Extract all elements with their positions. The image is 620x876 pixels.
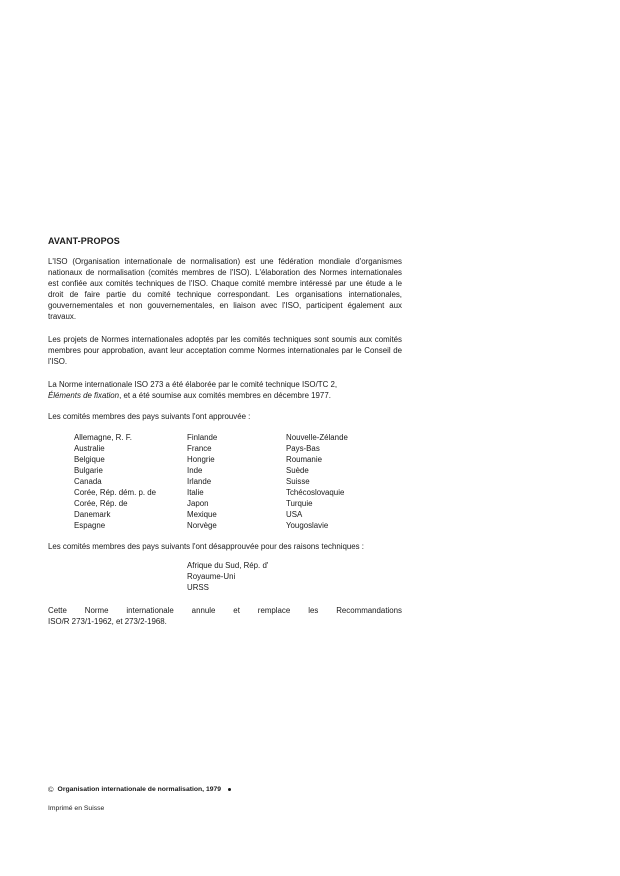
disapprove-intro: Les comités membres des pays suivants l'ont désapprouvée pour des raisons techniques : xyxy=(48,542,364,551)
approving-countries-list xyxy=(74,432,402,531)
country-name: France xyxy=(187,444,212,453)
country-name: Irlande xyxy=(187,477,212,486)
approving-column-2 xyxy=(187,432,286,531)
country-name: Suède xyxy=(286,466,309,475)
country-name: Afrique du Sud, Rép. d' xyxy=(187,561,269,570)
disapproving-countries-list xyxy=(187,560,402,593)
document-body xyxy=(48,236,402,627)
country-name: Pays-Bas xyxy=(286,444,320,453)
origin-committee-title: Éléments de fixation xyxy=(48,391,120,400)
country-name: Australie xyxy=(74,444,105,453)
country-name: Suisse xyxy=(286,477,310,486)
country-name: Espagne xyxy=(74,521,106,530)
country-name: Turquie xyxy=(286,499,313,508)
approve-intro: Les comités membres des pays suivants l'ont approuvée : xyxy=(48,412,251,421)
country-name: USA xyxy=(286,510,303,519)
replacement-line-1: Cette Norme internationale annule et remplace les Recommandations xyxy=(48,606,402,615)
copyright-symbol: © xyxy=(48,785,54,794)
country-name: Danemark xyxy=(74,510,111,519)
country-name: Corée, Rép. de xyxy=(74,499,128,508)
origin-text-start: La Norme internationale ISO 273 a été élaborée par le comité technique ISO/TC 2, xyxy=(48,380,338,389)
country-name: Hongrie xyxy=(187,455,215,464)
paragraph-replacement-note xyxy=(48,605,402,627)
paragraph-iso-intro: L'ISO (Organisation internationale de normalisation) est une fédération mondiale d'organismes nationaux de normalisation (comités membres de l'ISO). L'élaboration des Normes internationales est confiée aux comités techniques de l'ISO. Chaque comité membre intéressé par une étude a le droit de faire partie du comité technique correspondant. Les organisations internationales, gouvernementales et non gouvernementales, en liaison avec l'ISO, participent également aux travaux. xyxy=(48,257,402,321)
country-name: Nouvelle-Zélande xyxy=(286,433,348,442)
bullet-dot-icon xyxy=(228,788,231,791)
approving-column-3 xyxy=(286,432,396,531)
country-name: Belgique xyxy=(74,455,105,464)
paragraph-adoption: Les projets de Normes internationales adoptés par les comités techniques sont soumis aux comités membres pour approbation, avant leur acceptation comme Normes internationales par le Conseil de l'ISO. xyxy=(48,335,402,366)
section-heading: AVANT-PROPOS xyxy=(48,236,120,246)
replacement-line-2: ISO/R 273/1-1962, et 273/2-1968. xyxy=(48,617,167,626)
country-name: Tchécoslovaquie xyxy=(286,488,345,497)
country-name: Canada xyxy=(74,477,102,486)
country-name: Royaume-Uni xyxy=(187,572,236,581)
country-name: Roumanie xyxy=(286,455,322,464)
copyright-notice xyxy=(48,785,231,794)
approving-column-1 xyxy=(74,432,187,531)
country-name: Norvège xyxy=(187,521,217,530)
printed-in-notice: Imprimé en Suisse xyxy=(48,805,105,812)
country-name: Finlande xyxy=(187,433,218,442)
country-name: Mexique xyxy=(187,510,217,519)
country-name: Corée, Rép. dém. p. de xyxy=(74,488,157,497)
country-name: URSS xyxy=(187,583,209,592)
country-name: Japon xyxy=(187,499,209,508)
country-name: Yougoslavie xyxy=(286,521,329,530)
copyright-text: Organisation internationale de normalisation, 1979 xyxy=(57,786,222,793)
country-name: Allemagne, R. F. xyxy=(74,433,132,442)
origin-text-end: , et a été soumise aux comités membres en décembre 1977. xyxy=(119,391,331,400)
country-name: Bulgarie xyxy=(74,466,103,475)
paragraph-standard-origin xyxy=(48,379,402,401)
country-name: Italie xyxy=(187,488,204,497)
country-name: Inde xyxy=(187,466,203,475)
